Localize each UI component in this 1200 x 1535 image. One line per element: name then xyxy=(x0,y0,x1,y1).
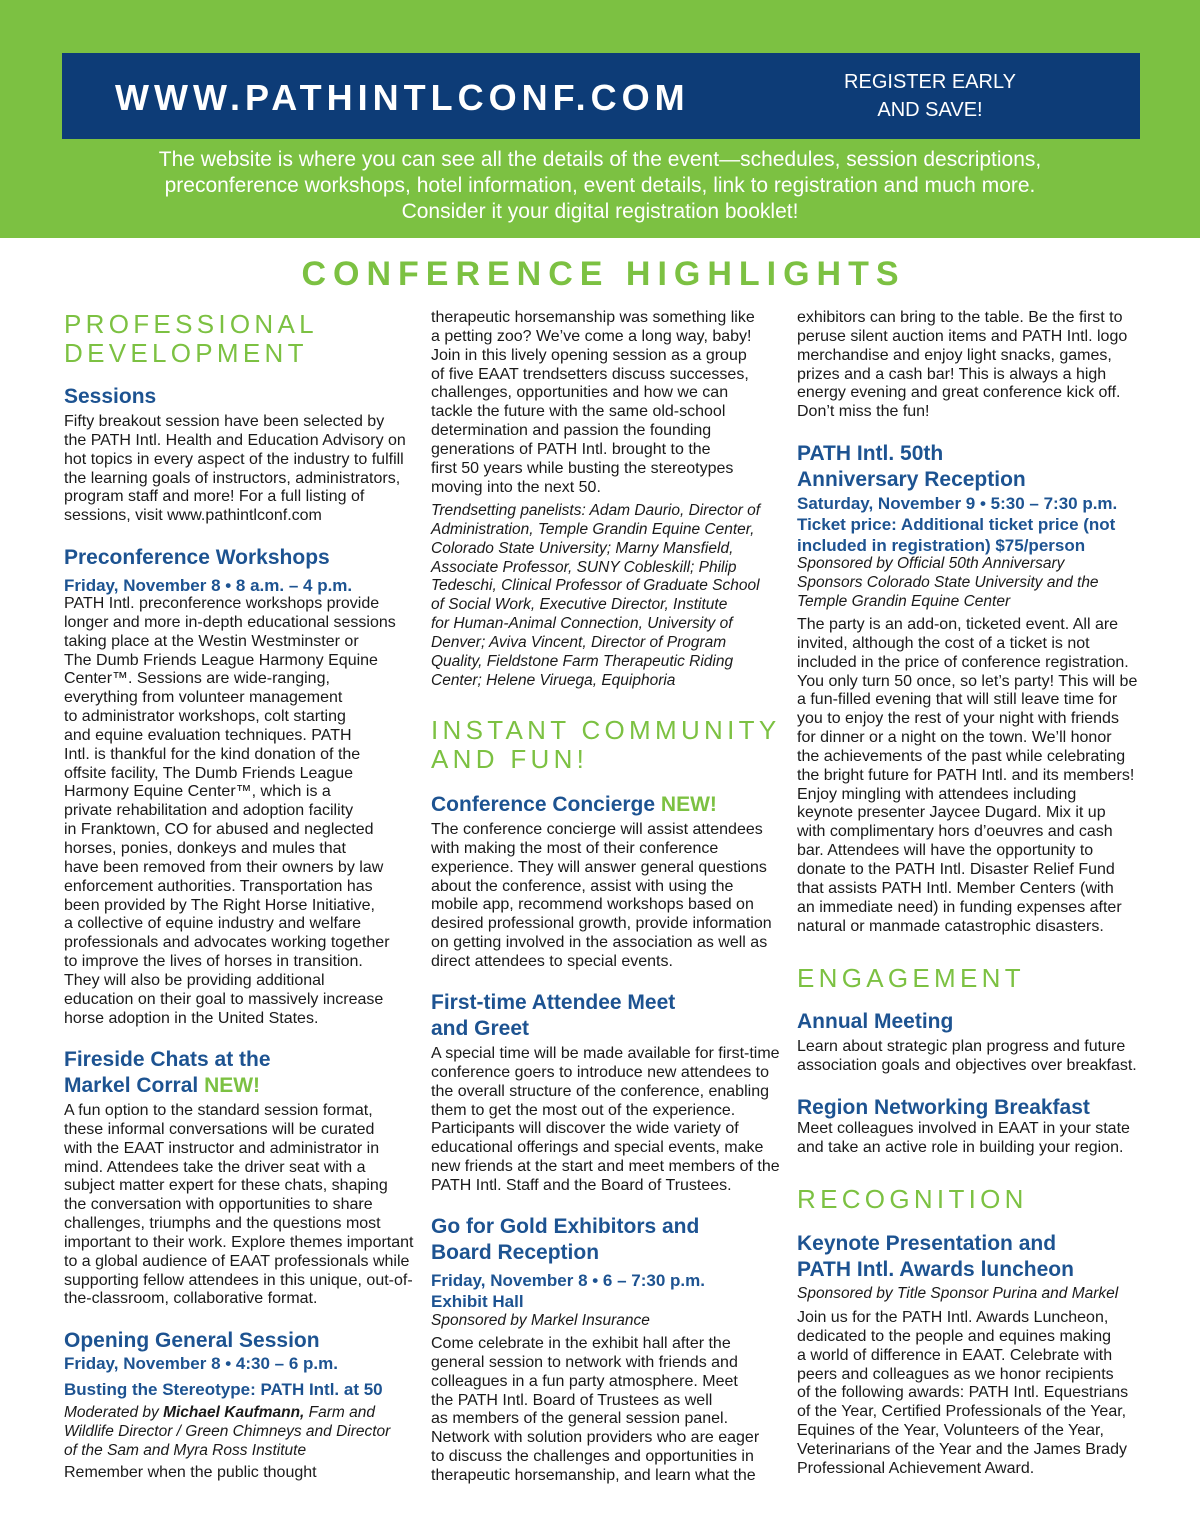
fireside-title xyxy=(64,1047,271,1099)
section-heading-engagement: ENGAGEMENT xyxy=(797,963,1025,993)
column-2 xyxy=(431,0,781,1535)
anniversary-reception-date: Saturday, November 9 • 5:30 – 7:30 p.m. xyxy=(797,494,1118,513)
new-badge: NEW! xyxy=(660,793,717,816)
opening-session-body-start: Remember when the public thought xyxy=(64,1464,317,1481)
fireside-body: A fun option to the standard session format, these informal conversations will be curated with the EAAT instructor and administrator in mind. Attendees take the driver seat with a subject matter expert for these chats, shaping the conversation with opportunities to share challenges, triumphs and the questions most important to their work. Explore themes important to a global audience of EAAT professionals while supporting fellow attendees in this unique, out-of- the-classroom, collaborative format. xyxy=(64,1102,414,1308)
annual-meeting-title: Annual Meeting xyxy=(797,1010,954,1033)
moderator-details: Farm and Wildlife Director / Green Chimneys and Director of the Sam and Myra Ross Institute xyxy=(64,1404,391,1459)
first-time-attendee-title: First-time Attendee Meet and Greet xyxy=(431,991,676,1040)
keynote-luncheon-sponsor: Sponsored by Title Sponsor Purina and Markel xyxy=(797,1285,1119,1302)
opening-session-body-continued: therapeutic horsemanship was something like a petting zoo? We’ve come a long way, baby! Join in this lively opening session as a group of five EAAT trendsetters discuss successes, challenges, opportunities and how we can tackle the future with the same old-school determination and passion the founding generations of PATH Intl. brought to the first 50 years while busting the stereotypes moving into the next 50. xyxy=(431,309,755,496)
sessions-body: Fifty breakout session have been selected by the PATH Intl. Health and Education Advisory on hot topics in every aspect of the industry to fulfill the learning goals of instructors, administrators, program staff and more! For a full listing of sessions, visit www.pathintlconf.com xyxy=(64,413,406,525)
opening-session-panelists: Trendsetting panelists: Adam Daurio, Director of Administration, Temple Grandin Equine Center, Colorado State University; Marny Mansfield, Associate Professor, SUNY Cobleskill; Philip Tedeschi, Clinical Professor of Graduate School of Social Work, Executive Director, Institute for Human-Animal Connection, University of Denver; Aviva Vincent, Director of Program Quality, Fieldstone Farm Therapeutic Riding Center; Helene Viruega, Equiphoria xyxy=(431,502,761,689)
register-early-callout: REGISTER EARLY AND SAVE! xyxy=(844,71,1016,121)
go-for-gold-body: Come celebrate in the exhibit hall after the general session to network with friends and colleagues in a fun party atmosphere. Meet the PATH Intl. Board of Trustees as well as members of the general session panel. Network with solution providers who are eager to discuss the challenges and opportunities in therapeutic horsemanship, and learn what the xyxy=(431,1335,760,1484)
concierge-title-text: Conference Concierge xyxy=(431,793,661,816)
anniversary-reception-body: The party is an add-on, ticketed event. All are invited, although the cost of a ticket is not included in the price of conference registration. You only turn 50 once, so let’s party! This will be a fun-filled evening that will still leave time for you to enjoy the rest of your night with friends for dinner or a night on the town. We’ll honor the achievements of the past while celebrating the bright future for PATH Intl. and its members! Enjoy mingling with attendees including keynote presenter Jaycee Dugard. Mix it up with complimentary hors d’oeuvres and cash bar. Attendees will have the opportunity to donate to the PATH Intl. Disaster Relief Fund that assists PATH Intl. Member Centers (with an immediate need) in funding expenses after natural or manmade catastrophic disasters. xyxy=(797,616,1138,935)
keynote-luncheon-body: Join us for the PATH Intl. Awards Luncheon, dedicated to the people and equines making a world of difference in EAAT. Celebrate with peers and colleagues as we honor recipients of the following awards: PATH Intl. Equestrians of the Year, Certified Professionals of the Year, Equines of the Year, Volunteers of the Year, Veterinarians of the Year and the James Brady Professional Achievement Award. xyxy=(797,1309,1129,1477)
new-badge: NEW! xyxy=(204,1074,261,1097)
go-for-gold-body-continued: exhibitors can bring to the table. Be the first to peruse silent auction items and PATH Intl. logo merchandise and enjoy light snacks, games, prizes and a cash bar! This is always a high energy evening and great conference kick off. Don’t miss the fun! xyxy=(797,309,1128,421)
website-url: WWW.PATHINTLCONF.COM xyxy=(115,77,690,118)
page-title: CONFERENCE HIGHLIGHTS xyxy=(301,255,906,293)
opening-session-moderator xyxy=(64,1404,390,1461)
opening-session-date: Friday, November 8 • 4:30 – 6 p.m. xyxy=(64,1354,338,1373)
fireside-title-text: Fireside Chats at the Markel Corral xyxy=(64,1048,271,1097)
moderator-name: Michael Kaufmann, xyxy=(163,1404,305,1421)
preconference-date: Friday, November 8 • 8 a.m. – 4 p.m. xyxy=(64,576,353,595)
preconference-title: Preconference Workshops xyxy=(64,546,330,569)
moderator-prefix: Moderated by xyxy=(64,1404,164,1421)
column-3 xyxy=(797,0,1147,1535)
opening-session-title: Opening General Session xyxy=(64,1329,320,1352)
anniversary-ticket-price: Ticket price: Additional ticket price (not included in registration) $75/person xyxy=(797,515,1116,555)
opening-session-subtitle: Busting the Stereotype: PATH Intl. at 50 xyxy=(64,1380,383,1399)
anniversary-sponsor: Sponsored by Official 50th Anniversary Sponsors Colorado State University and the Temple Grandin Equine Center xyxy=(797,555,1099,610)
annual-meeting-body: Learn about strategic plan progress and future association goals and objectives over breakfast. xyxy=(797,1038,1137,1074)
go-for-gold-date: Friday, November 8 • 6 – 7:30 p.m. xyxy=(431,1271,705,1290)
go-for-gold-title: Go for Gold Exhibitors and Board Reception xyxy=(431,1215,700,1264)
first-time-attendee-body: A special time will be made available for first-time conference goers to introduce new attendees to the overall structure of the conference, enabling them to get the most out of the experience. Participants will discover the wide variety of educational offerings and special events, make new friends at the start and meet members of the PATH Intl. Staff and the Board of Trustees. xyxy=(431,1045,780,1194)
concierge-body: The conference concierge will assist attendees with making the most of their conference experience. They will answer general questions about the conference, assist with using the mobile app, recommend workshops based on desired professional growth, provide information on getting involved in the association as well as direct attendees to special events. xyxy=(431,821,772,970)
section-heading-instant-community: INSTANT COMMUNITY AND FUN! xyxy=(431,715,781,774)
go-for-gold-location: Exhibit Hall xyxy=(431,1292,524,1311)
go-for-gold-sponsor: Sponsored by Markel Insurance xyxy=(431,1312,650,1329)
section-heading-recognition: RECOGNITION xyxy=(797,1184,1028,1214)
column-1 xyxy=(64,0,414,1535)
keynote-luncheon-title: Keynote Presentation and PATH Intl. Awards luncheon xyxy=(797,1232,1074,1281)
website-intro-text: The website is where you can see all the details of the event—schedules, session descriptions, preconference workshops, hotel information, event details, link to registration and much more. Consider it your digital registration booklet! xyxy=(158,148,1042,223)
sessions-title: Sessions xyxy=(64,385,157,408)
region-breakfast-body: Meet colleagues involved in EAAT in your state and take an active role in building your region. xyxy=(797,1120,1130,1156)
concierge-title xyxy=(431,792,717,818)
anniversary-reception-title: PATH Intl. 50th Anniversary Reception xyxy=(797,442,1026,491)
region-breakfast-title: Region Networking Breakfast xyxy=(797,1096,1090,1119)
section-heading-professional-development: PROFESSIONAL DEVELOPMENT xyxy=(64,309,318,368)
preconference-body: PATH Intl. preconference workshops provide longer and more in-depth educational sessions taking place at the Westin Westminster or The Dumb Friends League Harmony Equine Center™. Sessions are wide-ranging, everything from volunteer management to administrator workshops, colt starting and equine evaluation techniques. PATH Intl. is thankful for the kind donation of the offsite facility, The Dumb Friends League Harmony Equine Center™, which is a private rehabilitation and adoption facility in Franktown, CO for abused and neglected horses, ponies, donkeys and mules that have been removed from their owners by law enforcement authorities. Transportation has been provided by The Right Horse Initiative, a collective of equine industry and welfare professionals and advocates working together to improve the lives of horses in transition. They will also be providing additional education on their goal to massively increase horse adoption in the United States. xyxy=(64,595,396,1027)
